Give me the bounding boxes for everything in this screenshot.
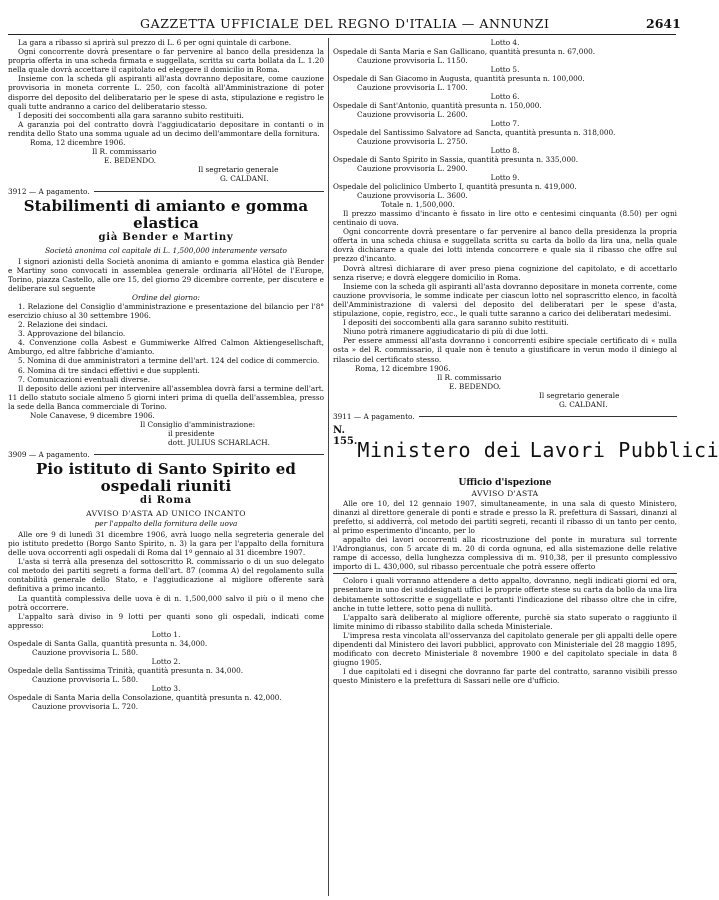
- notice-number: N. 155.: [333, 425, 358, 448]
- lot-number: Lotto 2.: [151, 656, 181, 666]
- lot-deposit: Cauzione provvisoria L. 580.: [32, 674, 139, 684]
- auction-heading: AVVISO D'ASTA: [471, 489, 539, 499]
- lot-entry: [333, 173, 677, 200]
- ministero-masthead: [333, 423, 719, 477]
- ministry-title-right: Lavori Pubblici: [529, 438, 719, 463]
- paragraph: La quantità complessiva delle uova è di n. 1,500,000 salvo il più o il meno che potrà occorrere.: [8, 593, 324, 612]
- signatory-role: Il R. commissario: [92, 147, 157, 157]
- ad-number: 3912 — A pagamento.: [8, 186, 90, 196]
- paragraph: I depositi dei soccombenti alla gara saranno subito restituiti.: [18, 110, 244, 120]
- agenda-item: 2. Relazione dei sindaci.: [18, 320, 108, 330]
- paragraph: Coloro i quali vorranno attendere a detto appalto, dovranno, negli indicati giorni ed ora, presentare in uno dei suddesignati uffici le proprie offerte stese su carta da bollo da una lira debitamente sottoscritte e suggellate e portanti l'indicazione del ribasso oltre che in cifre, anche in tutte lettere, sotto pena di nullità.: [333, 576, 677, 613]
- paragraph: L'asta si terrà alla presenza del sottoscritto R. commissario o di un suo delegato col metodo dei partiti segreti a forma dell'art. 87 (comma A) del regolamento sulla contabilità generale dello Stato, e l'aggiudicazione al migliore offerente sarà definitiva a primo incanto.: [8, 557, 324, 594]
- paragraph: Alle ore 9 di lunedì 31 dicembre 1906, avrà luogo nella segreteria generale del pio istituto predetto (Borgo Santo Spirito, n. 3) la gara per l'appalto della fornitura delle uova occorrenti agli ospedali di Roma dal 1º gennaio al 31 dicembre 1907.: [8, 529, 324, 558]
- lot-description: Ospedale di Santa Maria della Consolazione, quantità presunta n. 42,000.: [8, 692, 282, 702]
- signatory-name: E. BEDENDO.: [104, 156, 156, 166]
- signatory-name: G. CALDANI.: [559, 399, 608, 409]
- paragraph: Il deposito delle azioni per intervenire all'assemblea dovrà farsi a termine dell'art. 11 dello statuto sociale almeno 5 giorni interi prima di quella dell'assemblea, presso la sede della Banca commerciale di Torino.: [8, 383, 324, 411]
- notice-subtitle: già Bender e Martiny: [98, 231, 234, 243]
- ad-separator: [8, 187, 324, 196]
- paragraph: I due capitolati ed i disegni che dovranno far parte del contratto, saranno visibili presso questo Ministero e la prefettura di Sassari nelle ore d'ufficio.: [333, 667, 677, 686]
- paragraph: Alle ore 10, del 12 gennaio 1907, simultaneamente, in una sala di questo Ministero, dinanzi al direttore generale di ponti e strade e presso la R. prefettura di Sassari, dinanzi al prefetto, si addiverrà, col metodo dei partiti segreti, recanti il ribasso di un tanto per cento, al primo esperimento d'incanto, per lo: [333, 498, 677, 535]
- right-column: [333, 38, 719, 896]
- notice-title: Pio istituto di Santo Spirito ed ospedali riuniti: [36, 460, 296, 496]
- lot-description: Ospedale di Santo Spirito in Sassia, quantità presunta n. 335,000.: [333, 155, 579, 164]
- lot-number: Lotto 5.: [490, 65, 520, 74]
- lot-number: Lotto 8.: [490, 146, 520, 155]
- lot-number: Lotto 7.: [490, 119, 520, 128]
- lot-entry: [8, 684, 324, 711]
- notice-subtitle: di Roma: [140, 495, 192, 507]
- date-line: Roma, 12 dicembre 1906.: [30, 138, 126, 148]
- ministero-notice: [333, 423, 719, 686]
- paragraph: Insieme con la scheda gli aspiranti all'asta dovranno depositare, come cauzione provvisoria in moneta corrente L. 250, con facoltà all'Amministrazione di poter disporre del deposito del deliberatario per le spese di asta, stipulazione e registro le quali tutte andranno a carico del deliberatario stesso.: [8, 74, 324, 111]
- agenda-heading: Ordine del giorno:: [132, 292, 200, 302]
- paragraph: L'impresa resta vincolata all'osservanza del capitolato generale per gli appalti delle opere dipendenti dal Ministero dei lavori pubblici, approvato con Ministeriale del 28 maggio 1895, modificato con decreto Ministeriale 8 novembre 1900 e del capitolato speciale in data 8 giugno 1905.: [333, 630, 677, 668]
- santo-spirito-notice: [8, 461, 324, 711]
- page-header: [0, 0, 685, 40]
- lot-entry: [8, 657, 324, 684]
- header-rule: [8, 34, 676, 35]
- lot-deposit: Cauzione provvisoria L. 2600.: [357, 110, 468, 119]
- lot-description: Ospedale di San Giacomo in Augusta, quantità presunta n. 100,000.: [333, 74, 585, 83]
- paragraph: La gara a ribasso si aprirà sul prezzo di L. 6 per ogni quintale di carbone.: [18, 38, 292, 47]
- date-line: Roma, 12 dicembre 1906.: [355, 363, 451, 373]
- paragraph: Per essere ammessi all'asta dovranno i concorrenti esibire speciale certificato di « nulla osta » del R. commissario, il quale non è tenuto a giustificare in verun modo il diniego al rilascio del certificato stesso.: [333, 336, 677, 364]
- lot-deposit: Cauzione provvisoria L. 3600.: [357, 191, 468, 200]
- agenda-item: 6. Nomina di tre sindaci effettivi e due supplenti.: [18, 365, 200, 375]
- agenda-item: 5. Nomina di due amministratori a termine dell'art. 124 del codice di commercio.: [18, 356, 320, 366]
- lot-number: Lotto 3.: [151, 683, 181, 693]
- signatory-name: dott. JULIUS SCHARLACH.: [168, 438, 270, 448]
- lot-number: Lotto 9.: [490, 173, 520, 182]
- ad-separator: [8, 450, 324, 459]
- paragraph: Dovrà altresì dichiarare di aver preso piena cognizione del capitolato, e di accettarlo senza riserve; e dovrà eleggere domicilio in Roma.: [333, 263, 677, 282]
- ad-number: 3909 — A pagamento.: [8, 450, 90, 460]
- paragraph: Il prezzo massimo d'incanto è fissato in lire otto e centesimi cinquanta (8.50) per ogni centinaio di uova.: [333, 209, 677, 228]
- ministry-title-left: Ministero dei: [357, 438, 522, 463]
- signatory-name: E. BEDENDO.: [449, 381, 501, 391]
- paragraph: Ogni concorrente dovrà presentare o far pervenire al banco della presidenza la propria offerta in una scheda chiusa e suggellata scritta su carta da bollo da lira una, nella quale dovrà dichiarare a quale dei lotti intenda concorrere e quale sia il ribasso che offre sul prezzo d'incanto.: [333, 227, 677, 264]
- lot-entry: [333, 119, 677, 146]
- top-notice: [8, 38, 324, 196]
- page-number: 2641: [646, 16, 681, 31]
- lot-number: Lotto 4.: [490, 38, 520, 47]
- auction-subject: per l'appalto della fornitura delle uova: [94, 518, 238, 528]
- ad-number: 3911 — A pagamento.: [333, 412, 415, 422]
- signatory-name: G. CALDANI.: [220, 174, 269, 184]
- lot-deposit: Cauzione provvisoria L. 1700.: [357, 83, 468, 92]
- lot-description: Ospedale della Santissima Trinità, quantità presunta n. 34,000.: [8, 665, 244, 675]
- lot-description: Ospedale di Santa Galla, quantità presunta n. 34,000.: [8, 638, 208, 648]
- paragraph: Niuno potrà rimanere aggiudicatario di più di due lotti.: [343, 327, 549, 337]
- lot-entry: [8, 630, 324, 657]
- paragraph: I signori azionisti della Società anonima di amianto e gomma elastica già Bender e Martiny sono convocati in assemblea generale ordinaria all'Hôtel de l'Europe, Torino, piazza Castello, alle ore 15, del giorno 29 dicembre corrente, per discutere e deliberare sul seguente: [8, 256, 324, 293]
- section-rule: [333, 573, 677, 574]
- signatory-role: il presidente: [168, 429, 215, 439]
- paragraph: L'appalto sarà deliberato al migliore offerente, purchè sia stato superato o raggiunto il limite minimo di ribasso stabilito dalla scheda Ministeriale.: [333, 612, 677, 631]
- lot-deposit: Cauzione provvisoria L. 720.: [32, 701, 139, 711]
- lots-total: Totale n. 1,500,000.: [381, 200, 455, 209]
- lot-description: Ospedale di Santa Maria e San Gallicano, quantità presunta n. 67,000.: [333, 47, 596, 56]
- ad-separator: [333, 412, 677, 421]
- signatory-role: Il segretario generale: [198, 165, 279, 175]
- lot-entry: [333, 92, 677, 119]
- lot-deposit: Cauzione provvisoria L. 2900.: [357, 164, 468, 173]
- lot-entry: [333, 38, 677, 65]
- paragraph: Ogni concorrente dovrà presentare o far pervenire al banco della presidenza la propria offerta in una scheda firmata e suggellata, scritta su carta bollata da L. 1.20 nella quale dovrà accettare il capitolato ed eleggere il domicilio in Roma.: [8, 47, 324, 75]
- lot-deposit: Cauzione provvisoria L. 2750.: [357, 137, 468, 146]
- paragraph: appalto dei lavori occorrenti alla ricostruzione del ponte in muratura sul torrente l'Adrongianus, con 5 arcate di m. 20 di corda ognuna, ed alla sistemazione delle relative rampe di accesso, della lunghezza complessiva di m. 910,38, per il presunto complessivo importo di L. 430,000, sul ribasso percentuale che potrà essere offerto: [333, 534, 677, 572]
- left-column: [8, 38, 324, 896]
- company-tagline: Società anonima col capitale di L. 1,500,000 interamente versato: [45, 245, 287, 255]
- agenda-item: 7. Comunicazioni eventuali diverse.: [18, 374, 151, 384]
- signatory-role: Il R. commissario: [437, 372, 502, 382]
- agenda-item: 3. Approvazione del bilancio.: [18, 329, 126, 339]
- paragraph: I depositi dei soccombenti alla gara saranno subito restituiti.: [343, 318, 569, 328]
- gazette-title: GAZZETTA UFFICIALE DEL REGNO D'ITALIA — ANNUNZI: [140, 16, 550, 31]
- auction-heading: AVVISO D'ASTA AD UNICO INCANTO: [86, 509, 246, 519]
- lot-number: Lotto 1.: [151, 629, 181, 639]
- agenda-item: 4. Convenzione colla Asbest e Gummiwerke Alfred Calmon Aktiengesellschaft, Amburgo, ed altre fabbriche d'amianto.: [8, 338, 324, 357]
- lot-number: Lotto 6.: [490, 92, 520, 101]
- lot-deposit: Cauzione provvisoria L. 1150.: [357, 56, 468, 65]
- lot-deposit: Cauzione provvisoria L. 580.: [32, 647, 139, 657]
- office-heading: Ufficio d'ispezione: [458, 478, 552, 489]
- lot-description: Ospedale del policlinico Umberto I, quantità presunta n. 419,000.: [333, 182, 577, 191]
- lot-entry: [333, 65, 677, 92]
- paragraph: Insieme con la scheda gli aspiranti all'asta dovranno depositare in moneta corrente, come cauzione provvisoria, le somme indicate per ciascun lotto nel soprascritto elenco, in facoltà dell'Amministrazione di valersi del deposito del deliberatari per le spese d'asta, stipulazione, copie, registro, ecc., le quali tutte saranno a carico dei deliberatari medesimi.: [333, 281, 677, 319]
- signatory-role: Il segretario generale: [539, 390, 620, 400]
- paragraph: A garanzia poi del contratto dovrà l'aggiudicatario depositare in contanti o in rendita dello Stato una somma uguale ad un decimo dell'ammontare della fornitura.: [8, 119, 324, 138]
- lot-description: Ospedale del Santissimo Salvatore ad Sancta, quantità presunta n. 318,000.: [333, 128, 616, 137]
- amianto-notice: [8, 198, 324, 460]
- agenda-item: 1. Relazione del Consiglio d'amministrazione e presentazione del bilancio per l'8° esercizio chiuso al 30 settembre 1906.: [8, 301, 324, 320]
- date-line: Nole Canavese, 9 dicembre 1906.: [30, 411, 155, 420]
- column-divider: [328, 38, 329, 896]
- signatory-role: Il Consiglio d'amministrazione:: [140, 420, 256, 430]
- notice-title: Stabilimenti di amianto e gomma elastica: [23, 196, 309, 232]
- paragraph: L'appalto sarà diviso in 9 lotti per quanti sono gli ospedali, indicati come appresso:: [8, 611, 324, 630]
- lot-description: Ospedale di Sant'Antonio, quantità presunta n. 150,000.: [333, 101, 542, 110]
- lot-entry: [333, 146, 677, 173]
